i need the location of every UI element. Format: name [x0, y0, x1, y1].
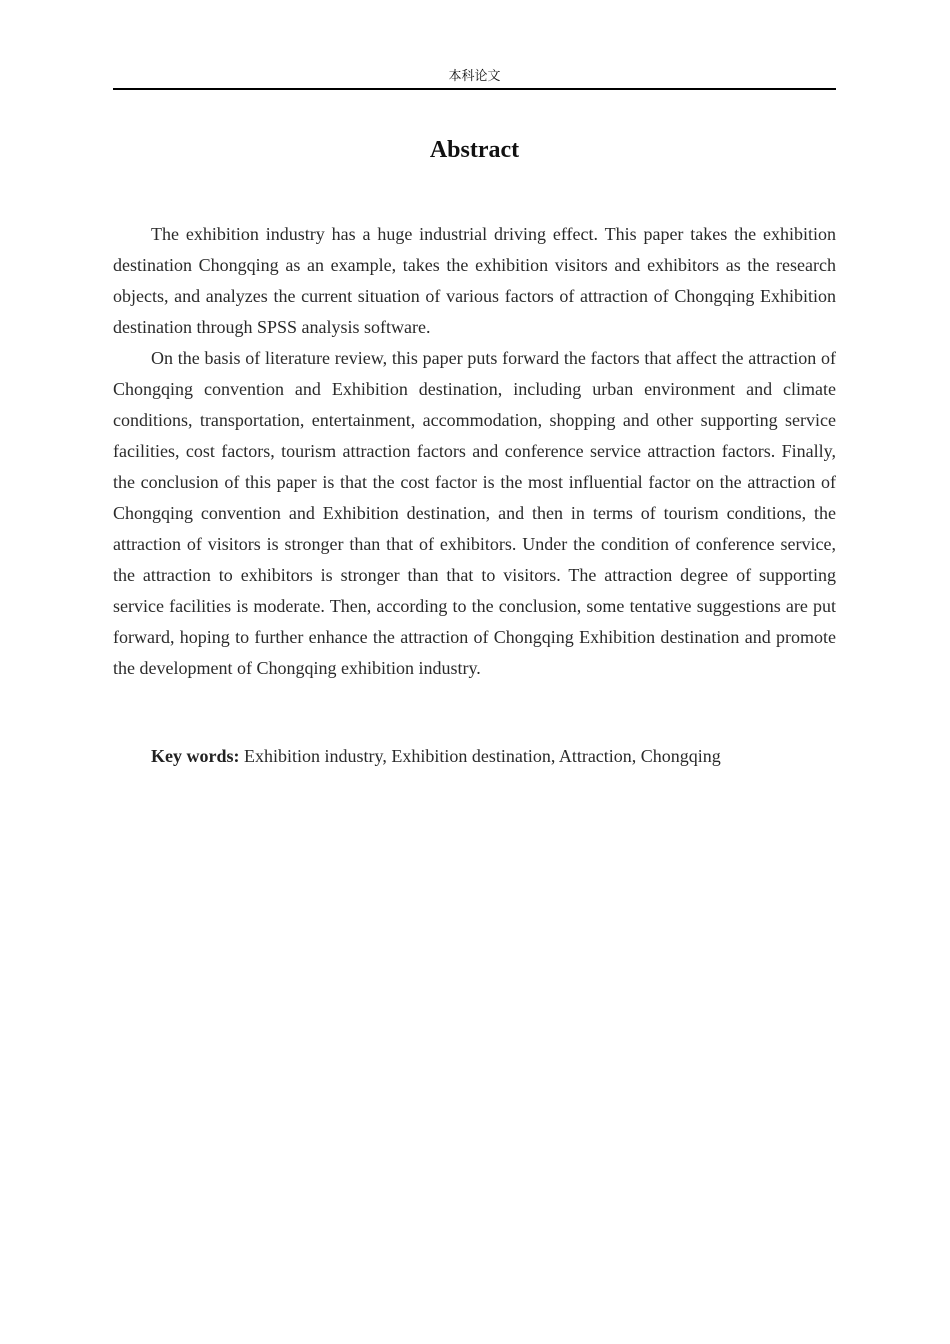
- keywords-line: [113, 741, 836, 772]
- keywords-label: Key words:: [151, 746, 240, 766]
- keywords-text: Exhibition industry, Exhibition destination, Attraction, Chongqing: [239, 746, 721, 766]
- abstract-paragraph-2: On the basis of literature review, this paper puts forward the factors that affect the attraction of Chongqing convention and Exhibition destination, including urban environment and climate conditions, transportation, entertainment, accommodation, shopping and other supporting service facilities, cost factors, tourism attraction factors and conference service attraction factors. Finally, the conclusion of this paper is that the cost factor is the most influential factor on the attraction of Chongqing convention and Exhibition destination, and then in terms of tourism conditions, the attraction of visitors is stronger than that of exhibitors. Under the condition of conference service, the attraction to exhibitors is stronger than that to visitors. The attraction degree of supporting service facilities is moderate. Then, according to the conclusion, some tentative suggestions are put forward, hoping to further enhance the attraction of Chongqing Exhibition destination and promote the development of Chongqing exhibition industry.: [113, 348, 836, 678]
- header-rule: [113, 88, 836, 90]
- abstract-title: Abstract: [429, 137, 520, 163]
- abstract-paragraph-1: The exhibition industry has a huge industrial driving effect. This paper takes the exhibition destination Chongqing as an example, takes the exhibition visitors and exhibitors as the research objects, and analyzes the current situation of various factors of attraction of Chongqing Exhibition destination through SPSS analysis software.: [113, 224, 836, 337]
- abstract-body: [113, 219, 836, 684]
- running-header: 本科论文: [448, 69, 501, 84]
